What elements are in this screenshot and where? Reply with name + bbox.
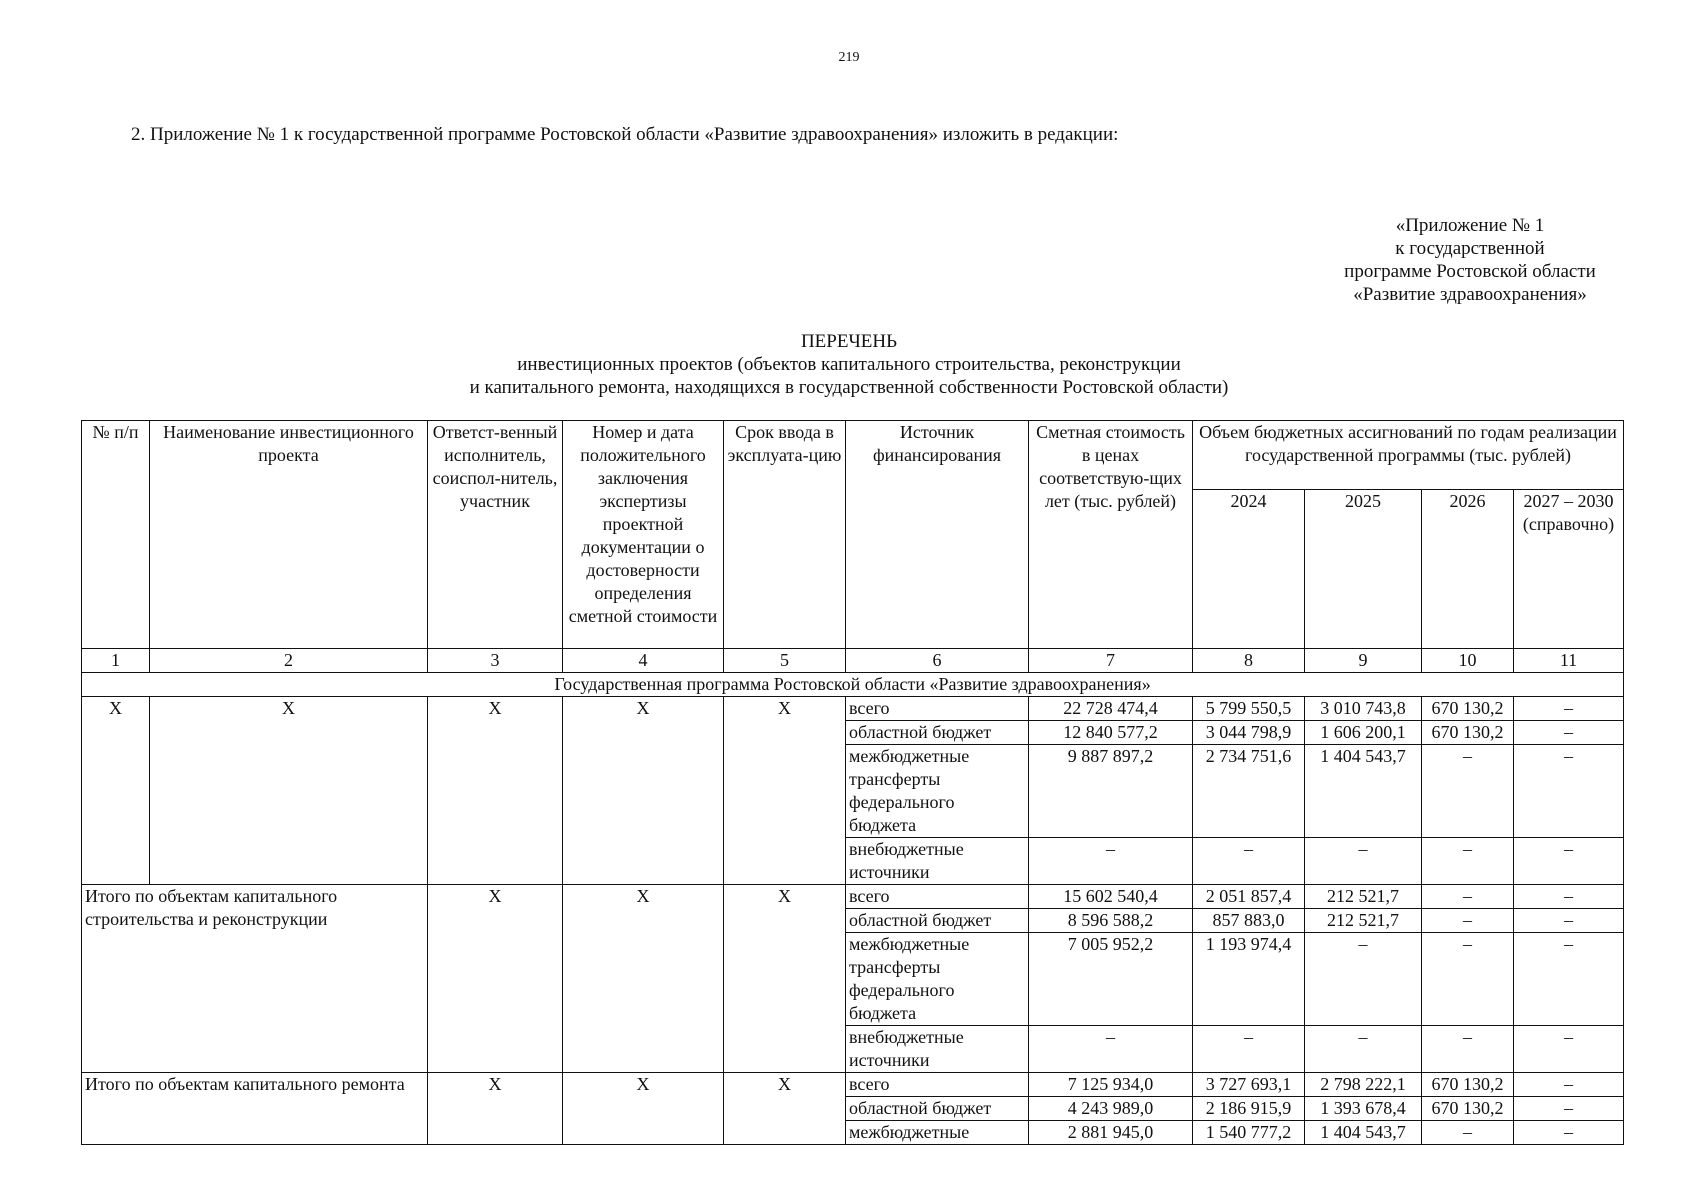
expertise-cell: X bbox=[563, 1073, 724, 1145]
intro-paragraph: 2. Приложение № 1 к государственной программе Ростовской области «Развитие здравоохранения» изложить в редакции: bbox=[131, 124, 1119, 145]
header-row bbox=[82, 421, 1624, 490]
funding-source-cell: межбюджетные bbox=[846, 1121, 1029, 1145]
value-2024-cell: – bbox=[1193, 838, 1305, 885]
value-2027-2030-cell: – bbox=[1514, 1121, 1624, 1145]
header-budget-group: Объем бюджетных ассигнований по годам реализации государственной программы (тыс. рублей) bbox=[1193, 421, 1624, 490]
value-2027-2030-cell: – bbox=[1514, 909, 1624, 933]
funding-source-cell: всего bbox=[846, 1073, 1029, 1097]
value-2026-cell: – bbox=[1422, 745, 1514, 838]
value-2024-cell: 5 799 550,5 bbox=[1193, 697, 1305, 721]
document-heading bbox=[0, 330, 1698, 399]
section-label: Итого по объектам капитального строительства и реконструкции bbox=[82, 885, 428, 1073]
header-executor: Ответст-венный исполнитель, соиспол-нитель, участник bbox=[428, 421, 563, 649]
value-2027-2030-cell: – bbox=[1514, 933, 1624, 1026]
heading-title: ПЕРЕЧЕНЬ bbox=[800, 331, 898, 352]
funding-source-cell: межбюджетные трансферты федерального бюджета bbox=[846, 745, 1029, 838]
row-number-cell: X bbox=[82, 697, 150, 885]
funding-source-cell: внебюджетные источники bbox=[846, 838, 1029, 885]
value-2026-cell: – bbox=[1422, 885, 1514, 909]
appendix-line: «Развитие здравоохранения» bbox=[1353, 284, 1587, 305]
value-2026-cell: 670 130,2 bbox=[1422, 1073, 1514, 1097]
column-number: 4 bbox=[563, 649, 724, 673]
value-2025-cell: 3 010 743,8 bbox=[1305, 697, 1422, 721]
value-2026-cell: – bbox=[1422, 1121, 1514, 1145]
estimated-cost-cell: 15 602 540,4 bbox=[1029, 885, 1193, 909]
estimated-cost-cell: 12 840 577,2 bbox=[1029, 721, 1193, 745]
estimated-cost-cell: 7 125 934,0 bbox=[1029, 1073, 1193, 1097]
funding-source-cell: всего bbox=[846, 885, 1029, 909]
column-number: 9 bbox=[1305, 649, 1422, 673]
value-2026-cell: – bbox=[1422, 933, 1514, 1026]
program-title: Государственная программа Ростовской области «Развитие здравоохранения» bbox=[82, 673, 1624, 697]
funding-source-cell: областной бюджет bbox=[846, 721, 1029, 745]
investment-projects-table bbox=[81, 420, 1624, 1145]
table-row bbox=[82, 885, 1624, 909]
estimated-cost-cell: – bbox=[1029, 1026, 1193, 1073]
executor-cell: X bbox=[428, 885, 563, 1073]
heading-line: инвестиционных проектов (объектов капитального строительства, реконструкции bbox=[517, 354, 1181, 375]
appendix-line: «Приложение № 1 bbox=[1395, 215, 1545, 236]
value-2026-cell: 670 130,2 bbox=[1422, 721, 1514, 745]
value-2025-cell: 212 521,7 bbox=[1305, 885, 1422, 909]
funding-source-cell: всего bbox=[846, 697, 1029, 721]
value-2025-cell: – bbox=[1305, 933, 1422, 1026]
value-2025-cell: 1 404 543,7 bbox=[1305, 745, 1422, 838]
header-year-2027-2030: 2027 – 2030 (справочно) bbox=[1514, 490, 1624, 649]
column-number: 7 bbox=[1029, 649, 1193, 673]
column-number: 11 bbox=[1514, 649, 1624, 673]
value-2026-cell: 670 130,2 bbox=[1422, 1097, 1514, 1121]
value-2027-2030-cell: – bbox=[1514, 1026, 1624, 1073]
estimated-cost-cell: 2 881 945,0 bbox=[1029, 1121, 1193, 1145]
funding-source-cell: внебюджетные источники bbox=[846, 1026, 1029, 1073]
table-row bbox=[82, 697, 1624, 721]
header-expertise: Номер и дата положительного заключения экспертизы проектной документации о достоверности определения сметной стоимости bbox=[563, 421, 724, 649]
column-number: 8 bbox=[1193, 649, 1305, 673]
header-year-2025: 2025 bbox=[1305, 490, 1422, 649]
project-name-cell: X bbox=[150, 697, 428, 885]
value-2024-cell: 2 051 857,4 bbox=[1193, 885, 1305, 909]
value-2025-cell: – bbox=[1305, 1026, 1422, 1073]
funding-source-cell: областной бюджет bbox=[846, 909, 1029, 933]
funding-source-cell: областной бюджет bbox=[846, 1097, 1029, 1121]
executor-cell: X bbox=[428, 1073, 563, 1145]
value-2027-2030-cell: – bbox=[1514, 1097, 1624, 1121]
header-funding-source: Источник финансирования bbox=[846, 421, 1029, 649]
value-2026-cell: – bbox=[1422, 1026, 1514, 1073]
header-number: № п/п bbox=[82, 421, 150, 649]
value-2024-cell: 1 540 777,2 bbox=[1193, 1121, 1305, 1145]
value-2026-cell: 670 130,2 bbox=[1422, 697, 1514, 721]
appendix-block bbox=[1320, 214, 1620, 306]
estimated-cost-cell: 4 243 989,0 bbox=[1029, 1097, 1193, 1121]
value-2024-cell: – bbox=[1193, 1026, 1305, 1073]
heading-line: и капитального ремонта, находящихся в государственной собственности Ростовской области) bbox=[469, 377, 1229, 398]
table-row bbox=[82, 1073, 1624, 1097]
value-2027-2030-cell: – bbox=[1514, 721, 1624, 745]
section-label: Итого по объектам капитального ремонта bbox=[82, 1073, 428, 1145]
funding-source-cell: межбюджетные трансферты федерального бюджета bbox=[846, 933, 1029, 1026]
column-number: 3 bbox=[428, 649, 563, 673]
commissioning-cell: X bbox=[724, 885, 846, 1073]
value-2024-cell: 2 734 751,6 bbox=[1193, 745, 1305, 838]
header-year-2026: 2026 bbox=[1422, 490, 1514, 649]
value-2027-2030-cell: – bbox=[1514, 745, 1624, 838]
header-estimated-cost: Сметная стоимость в ценах соответствую-щих лет (тыс. рублей) bbox=[1029, 421, 1193, 649]
executor-cell: X bbox=[428, 697, 563, 885]
value-2026-cell: – bbox=[1422, 909, 1514, 933]
header-commissioning-term: Срок ввода в эксплуата-цию bbox=[724, 421, 846, 649]
commissioning-cell: X bbox=[724, 1073, 846, 1145]
value-2024-cell: 3 044 798,9 bbox=[1193, 721, 1305, 745]
value-2024-cell: 2 186 915,9 bbox=[1193, 1097, 1305, 1121]
column-number: 5 bbox=[724, 649, 846, 673]
value-2026-cell: – bbox=[1422, 838, 1514, 885]
estimated-cost-cell: 22 728 474,4 bbox=[1029, 697, 1193, 721]
estimated-cost-cell: – bbox=[1029, 838, 1193, 885]
commissioning-cell: X bbox=[724, 697, 846, 885]
value-2027-2030-cell: – bbox=[1514, 1073, 1624, 1097]
value-2027-2030-cell: – bbox=[1514, 885, 1624, 909]
column-number: 6 bbox=[846, 649, 1029, 673]
appendix-line: программе Ростовской области bbox=[1344, 261, 1596, 282]
appendix-line: к государственной bbox=[1395, 238, 1545, 259]
column-number: 1 bbox=[82, 649, 150, 673]
value-2024-cell: 3 727 693,1 bbox=[1193, 1073, 1305, 1097]
program-title-row bbox=[82, 673, 1624, 697]
header-year-2024: 2024 bbox=[1193, 490, 1305, 649]
value-2025-cell: – bbox=[1305, 838, 1422, 885]
column-number: 10 bbox=[1422, 649, 1514, 673]
estimated-cost-cell: 7 005 952,2 bbox=[1029, 933, 1193, 1026]
value-2024-cell: 857 883,0 bbox=[1193, 909, 1305, 933]
value-2025-cell: 212 521,7 bbox=[1305, 909, 1422, 933]
value-2025-cell: 1 404 543,7 bbox=[1305, 1121, 1422, 1145]
value-2025-cell: 1 393 678,4 bbox=[1305, 1097, 1422, 1121]
value-2024-cell: 1 193 974,4 bbox=[1193, 933, 1305, 1026]
column-number: 2 bbox=[150, 649, 428, 673]
estimated-cost-cell: 8 596 588,2 bbox=[1029, 909, 1193, 933]
column-numbers-row bbox=[82, 649, 1624, 673]
value-2025-cell: 1 606 200,1 bbox=[1305, 721, 1422, 745]
value-2027-2030-cell: – bbox=[1514, 838, 1624, 885]
header-project-name: Наименование инвестиционного проекта bbox=[150, 421, 428, 649]
value-2027-2030-cell: – bbox=[1514, 697, 1624, 721]
value-2025-cell: 2 798 222,1 bbox=[1305, 1073, 1422, 1097]
expertise-cell: X bbox=[563, 697, 724, 885]
page-number: 219 bbox=[838, 50, 860, 65]
expertise-cell: X bbox=[563, 885, 724, 1073]
estimated-cost-cell: 9 887 897,2 bbox=[1029, 745, 1193, 838]
